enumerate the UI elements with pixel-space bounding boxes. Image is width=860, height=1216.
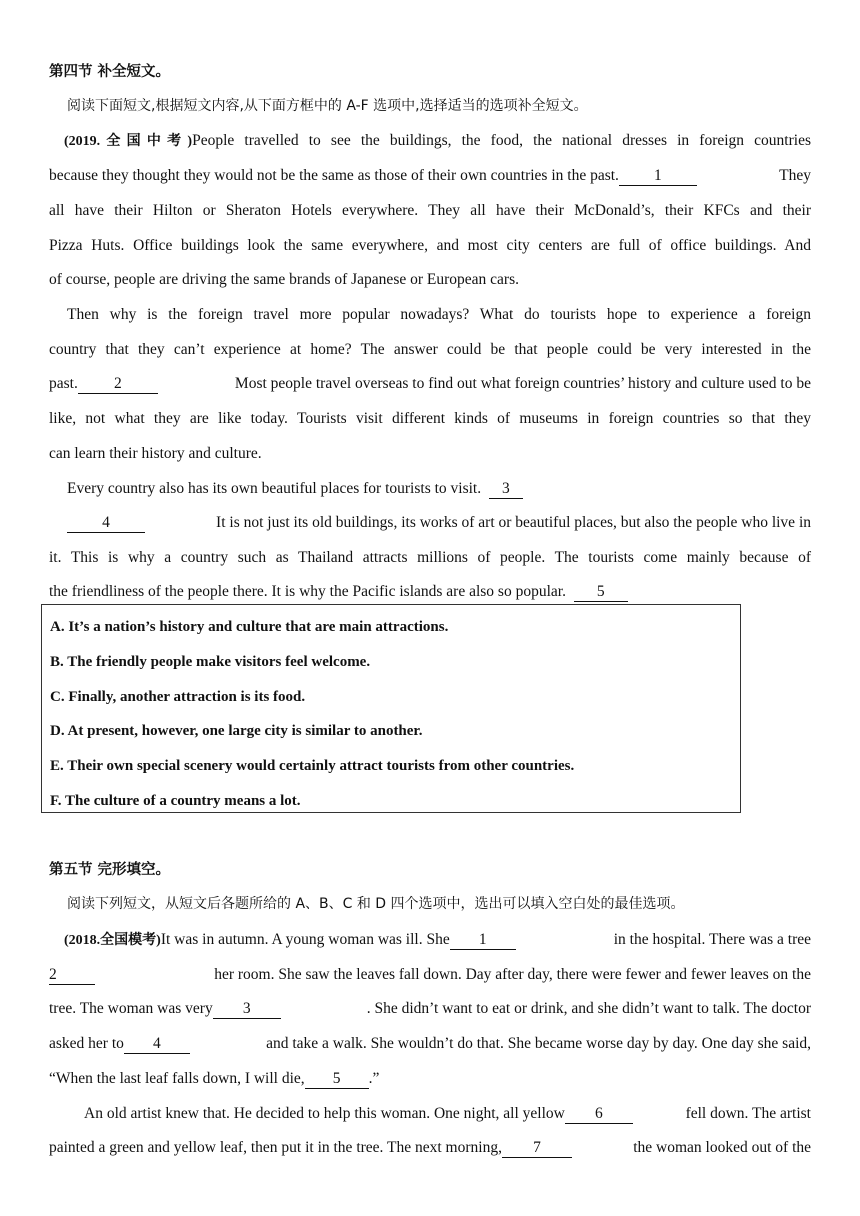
- blank-5: 5: [574, 583, 628, 602]
- cloze-blank-6: 6: [565, 1105, 633, 1124]
- option-b: B. The friendly people make visitors feel welcome.: [50, 654, 371, 670]
- s5-line6: An old artist knew that. He decided to help this woman. One night, all yellow 6 fell down. The artist: [84, 1105, 811, 1122]
- cloze-blank-7: 7: [502, 1139, 572, 1158]
- option-c: C. Finally, another attraction is its food.: [50, 689, 306, 705]
- s4-para2-line3: past. 2 Most people travel overseas to find out what foreign countries’ history and culture used to be: [49, 375, 811, 392]
- s4-para1-line2: because they thought they would not be the same as those of their own countries in the past. 1 They: [49, 167, 811, 184]
- s4-para1-line4: Pizza Huts. Office buildings look the same everywhere, and most city centers are full of office buildings. And: [49, 237, 811, 254]
- option-d: D. At present, however, one large city is similar to another.: [50, 723, 423, 739]
- section5-title: 第五节 完形填空。: [49, 862, 171, 878]
- section5-instruction: 阅读下列短文，从短文后各题所给的 A、B、C 和 D 四个选项中，选出可以填入空白处的最佳选项。: [67, 896, 685, 912]
- s4-para1-line5: of course, people are driving the same brands of Japanese or European cars.: [49, 271, 519, 288]
- option-a: A. It’s a nation’s history and culture that are main attractions.: [50, 619, 449, 635]
- s5-line3: tree. The woman was very 3 . She didn’t want to eat or drink, and she didn’t want to talk. The doctor: [49, 1000, 811, 1017]
- cloze-blank-3: 3: [213, 1000, 281, 1019]
- s4-para1-line3: all have their Hilton or Sheraton Hotels everywhere. They all have their McDonald’s, their KFCs and their: [49, 202, 811, 219]
- section4-title: 第四节 补全短文。: [49, 64, 171, 80]
- s4-para1-line1: (2019.全国中考)People travelled to see the buildings, the food, the national dresses in foreign countries: [64, 132, 811, 149]
- s4-para2-line4: like, not what they are like today. Tourists visit different kinds of museums in foreign countries so that they: [49, 410, 811, 427]
- s5-line4: asked her to 4 and take a walk. She wouldn’t do that. She became worse day by day. One day she said,: [49, 1035, 811, 1052]
- s4-para4-line1: 4 It is not just its old buildings, its works of art or beautiful places, but also the people who live in: [67, 513, 811, 533]
- s4-para4-line3: the friendliness of the people there. It is why the Pacific islands are also so popular. 5: [49, 582, 811, 602]
- blank-3: 3: [489, 480, 523, 499]
- s4-para2-line1: Then why is the foreign travel more popular nowadays? What do tourists hope to experience a foreign: [67, 306, 811, 323]
- source-tag: (2018.全国模考): [64, 933, 161, 948]
- s5-line1: (2018.全国模考)It was in autumn. A young woman was ill. She 1 in the hospital. There was a tree: [64, 931, 811, 948]
- option-e: E. Their own special scenery would certainly attract tourists from other countries.: [50, 758, 575, 774]
- cloze-blank-2: 2: [49, 966, 95, 985]
- blank-2: 2: [78, 375, 158, 394]
- s4-para4-line2: it. This is why a country such as Thailand attracts millions of people. The tourists come mainly because of: [49, 549, 811, 566]
- s5-line5: “When the last leaf falls down, I will die, 5 .”: [49, 1070, 380, 1087]
- s5-line2: 2 her room. She saw the leaves fall down. Day after day, there were fewer and fewer leaves on the: [49, 966, 811, 983]
- section4-instruction: 阅读下面短文,根据短文内容,从下面方框中的 A-F 选项中,选择适当的选项补全短文。: [67, 98, 588, 114]
- option-f: F. The culture of a country means a lot.: [50, 793, 301, 809]
- blank-1: 1: [619, 167, 697, 186]
- cloze-blank-1: 1: [450, 931, 516, 950]
- s4-para3-line1: Every country also has its own beautiful places for tourists to visit. 3: [67, 479, 811, 499]
- s4-para2-line2: country that they can’t experience at home? The answer could be that people could be very interested in the: [49, 341, 811, 358]
- s5-line7: painted a green and yellow leaf, then put it in the tree. The next morning, 7 the woman looked out of the: [49, 1139, 811, 1156]
- cloze-blank-4: 4: [124, 1035, 190, 1054]
- options-box: [41, 604, 741, 813]
- blank-4: 4: [67, 514, 145, 533]
- source-tag: (2019.全国中考): [64, 134, 193, 149]
- cloze-blank-5: 5: [305, 1070, 369, 1089]
- s4-para2-line5: can learn their history and culture.: [49, 445, 262, 462]
